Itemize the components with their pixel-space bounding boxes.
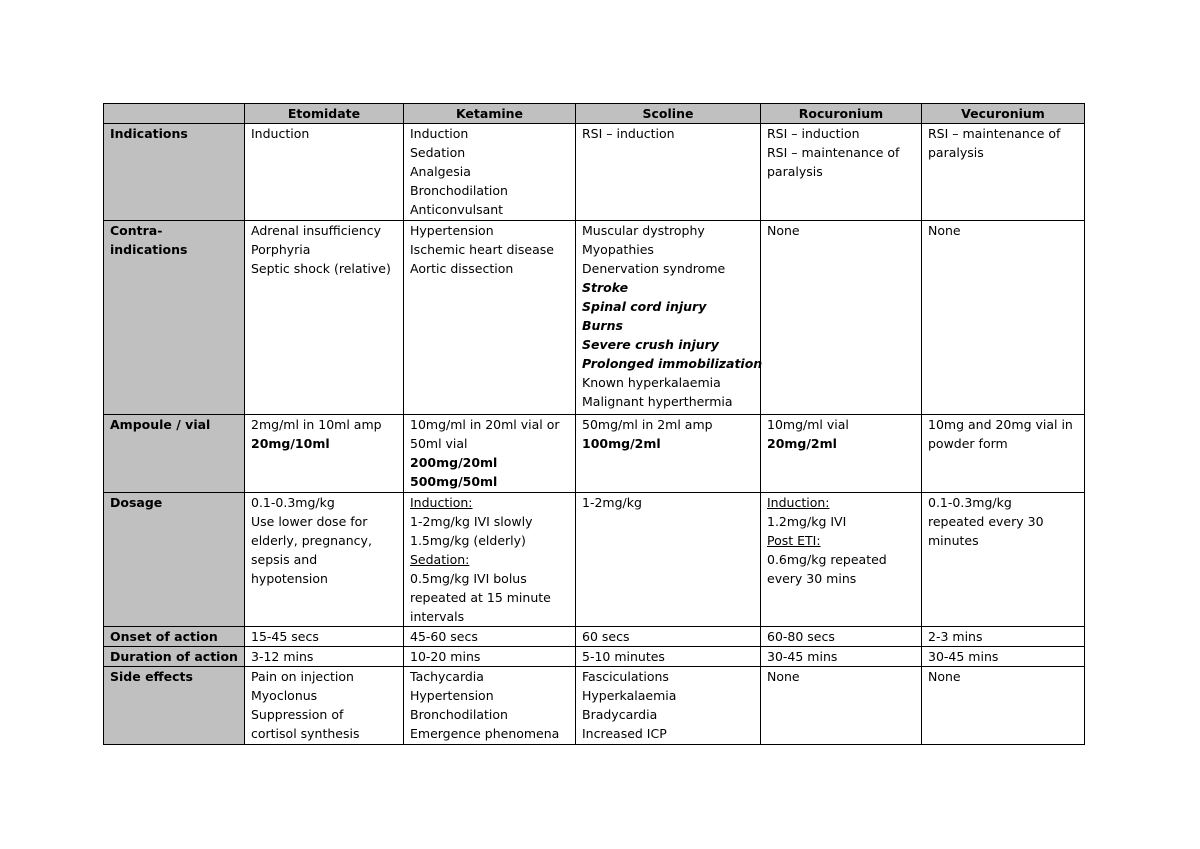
text-line: cortisol synthesis bbox=[251, 726, 360, 741]
text-line-underlined: Induction: bbox=[410, 495, 473, 510]
row-label-indications: Indications bbox=[104, 124, 245, 221]
cell-side-effects-ketamine bbox=[404, 667, 576, 745]
cell-onset-etomidate: 15-45 secs bbox=[245, 627, 404, 647]
text-line: None bbox=[767, 669, 800, 684]
text-line: Aortic dissection bbox=[410, 261, 514, 276]
text-line: Bradycardia bbox=[582, 707, 658, 722]
text-line: 1.5mg/kg (elderly) bbox=[410, 533, 526, 548]
text-line: Malignant hyperthermia bbox=[582, 394, 733, 409]
text-line-bold: 200mg/20ml bbox=[410, 455, 498, 470]
text-line: Bronchodilation bbox=[410, 183, 508, 198]
text-line-emphasis: Spinal cord injury bbox=[582, 299, 707, 314]
text-line-emphasis: Severe crush injury bbox=[582, 337, 719, 352]
text-line: Induction bbox=[410, 126, 469, 141]
cell-duration-ketamine: 10-20 mins bbox=[404, 647, 576, 667]
row-label-duration: Duration of action bbox=[104, 647, 245, 667]
text-line-bold: 20mg/2ml bbox=[767, 436, 837, 451]
row-label-ampoule: Ampoule / vial bbox=[104, 415, 245, 493]
text-line-bold: 20mg/10ml bbox=[251, 436, 330, 451]
text-line: RSI – maintenance of bbox=[767, 145, 900, 160]
cell-side-effects-vecuronium bbox=[922, 667, 1085, 745]
text-line: Hypertension bbox=[410, 688, 494, 703]
row-label-side-effects: Side effects bbox=[104, 667, 245, 745]
text-line-bold: 100mg/2ml bbox=[582, 436, 661, 451]
text-line-emphasis: Prolonged immobilization bbox=[582, 356, 763, 371]
row-contraindications bbox=[104, 221, 1085, 415]
cell-dosage-etomidate bbox=[245, 493, 404, 627]
row-label-onset: Onset of action bbox=[104, 627, 245, 647]
text-line: Muscular dystrophy bbox=[582, 223, 705, 238]
text-line: Induction bbox=[251, 126, 310, 141]
text-line: 0.5mg/kg IVI bolus bbox=[410, 571, 527, 586]
row-onset bbox=[104, 627, 1085, 647]
cell-contraindications-etomidate bbox=[245, 221, 404, 415]
text-line: elderly, pregnancy, bbox=[251, 533, 372, 548]
text-line: Use lower dose for bbox=[251, 514, 368, 529]
text-line: Increased ICP bbox=[582, 726, 667, 741]
text-line: paralysis bbox=[928, 145, 984, 160]
text-line-underlined: Sedation: bbox=[410, 552, 470, 567]
text-line: Tachycardia bbox=[410, 669, 484, 684]
cell-side-effects-rocuronium bbox=[761, 667, 922, 745]
text-line: RSI – induction bbox=[582, 126, 675, 141]
text-line: 2mg/ml in 10ml amp bbox=[251, 417, 382, 432]
text-line: Hyperkalaemia bbox=[582, 688, 677, 703]
text-line-emphasis: Stroke bbox=[582, 280, 629, 295]
text-line: Bronchodilation bbox=[410, 707, 508, 722]
text-line-bold: 500mg/50ml bbox=[410, 474, 498, 489]
col-header-ketamine: Ketamine bbox=[404, 104, 576, 124]
text-line: RSI – maintenance of bbox=[928, 126, 1061, 141]
cell-ampoule-vecuronium bbox=[922, 415, 1085, 493]
text-line: repeated at 15 minute bbox=[410, 590, 551, 605]
text-line-underlined: Induction: bbox=[767, 495, 830, 510]
text-line: Anticonvulsant bbox=[410, 202, 504, 217]
row-ampoule bbox=[104, 415, 1085, 493]
cell-duration-rocuronium: 30-45 mins bbox=[761, 647, 922, 667]
cell-onset-rocuronium: 60-80 secs bbox=[761, 627, 922, 647]
cell-indications-ketamine bbox=[404, 124, 576, 221]
text-line: Fasciculations bbox=[582, 669, 669, 684]
header-row bbox=[104, 104, 1085, 124]
text-line: Emergence phenomena bbox=[410, 726, 560, 741]
text-line: Denervation syndrome bbox=[582, 261, 726, 276]
cell-indications-etomidate bbox=[245, 124, 404, 221]
text-line: paralysis bbox=[767, 164, 823, 179]
cell-duration-scoline: 5-10 minutes bbox=[576, 647, 761, 667]
text-line: Myoclonus bbox=[251, 688, 318, 703]
cell-onset-ketamine: 45-60 secs bbox=[404, 627, 576, 647]
cell-side-effects-etomidate bbox=[245, 667, 404, 745]
text-line: Myopathies bbox=[582, 242, 654, 257]
text-line: Porphyria bbox=[251, 242, 311, 257]
text-line: minutes bbox=[928, 533, 979, 548]
text-line: sepsis and bbox=[251, 552, 318, 567]
text-line: 1-2mg/kg bbox=[582, 495, 642, 510]
text-line: 0.6mg/kg repeated bbox=[767, 552, 887, 567]
drug-comparison-table bbox=[103, 103, 1085, 745]
text-line: intervals bbox=[410, 609, 465, 624]
text-line: Known hyperkalaemia bbox=[582, 375, 721, 390]
cell-contraindications-rocuronium bbox=[761, 221, 922, 415]
corner-cell bbox=[104, 104, 245, 124]
cell-indications-scoline bbox=[576, 124, 761, 221]
cell-side-effects-scoline bbox=[576, 667, 761, 745]
cell-duration-etomidate: 3-12 mins bbox=[245, 647, 404, 667]
text-line: 0.1-0.3mg/kg bbox=[251, 495, 335, 510]
text-line: Suppression of bbox=[251, 707, 344, 722]
cell-contraindications-vecuronium bbox=[922, 221, 1085, 415]
text-line: repeated every 30 bbox=[928, 514, 1044, 529]
text-line: Adrenal insufficiency bbox=[251, 223, 381, 238]
cell-dosage-scoline bbox=[576, 493, 761, 627]
cell-indications-rocuronium bbox=[761, 124, 922, 221]
cell-duration-vecuronium: 30-45 mins bbox=[922, 647, 1085, 667]
text-line: RSI – induction bbox=[767, 126, 860, 141]
text-line: 1.2mg/kg IVI bbox=[767, 514, 847, 529]
text-line: powder form bbox=[928, 436, 1008, 451]
cell-indications-vecuronium bbox=[922, 124, 1085, 221]
text-line-emphasis: Burns bbox=[582, 318, 623, 333]
cell-onset-scoline: 60 secs bbox=[576, 627, 761, 647]
cell-onset-vecuronium: 2-3 mins bbox=[922, 627, 1085, 647]
text-line: every 30 mins bbox=[767, 571, 857, 586]
text-line: Septic shock (relative) bbox=[251, 261, 391, 276]
row-label-contraindications: Contra-indications bbox=[104, 221, 245, 415]
cell-ampoule-etomidate bbox=[245, 415, 404, 493]
cell-dosage-rocuronium bbox=[761, 493, 922, 627]
row-side-effects bbox=[104, 667, 1085, 745]
text-line: 1-2mg/kg IVI slowly bbox=[410, 514, 533, 529]
col-header-scoline: Scoline bbox=[576, 104, 761, 124]
text-line: hypotension bbox=[251, 571, 328, 586]
text-line: Pain on injection bbox=[251, 669, 354, 684]
cell-dosage-vecuronium bbox=[922, 493, 1085, 627]
text-line-underlined: Post ETI: bbox=[767, 533, 821, 548]
row-dosage bbox=[104, 493, 1085, 627]
cell-ampoule-rocuronium bbox=[761, 415, 922, 493]
text-line: 10mg and 20mg vial in bbox=[928, 417, 1073, 432]
text-line: 50mg/ml in 2ml amp bbox=[582, 417, 713, 432]
text-line: 10mg/ml in 20ml vial or bbox=[410, 417, 560, 432]
cell-contraindications-ketamine bbox=[404, 221, 576, 415]
col-header-vecuronium: Vecuronium bbox=[922, 104, 1085, 124]
cell-ampoule-ketamine bbox=[404, 415, 576, 493]
col-header-rocuronium: Rocuronium bbox=[761, 104, 922, 124]
row-duration bbox=[104, 647, 1085, 667]
text-line: Analgesia bbox=[410, 164, 471, 179]
text-line: Ischemic heart disease bbox=[410, 242, 554, 257]
col-header-etomidate: Etomidate bbox=[245, 104, 404, 124]
text-line: 50ml vial bbox=[410, 436, 468, 451]
row-indications bbox=[104, 124, 1085, 221]
cell-ampoule-scoline bbox=[576, 415, 761, 493]
text-line: None bbox=[928, 223, 961, 238]
text-line: Sedation bbox=[410, 145, 466, 160]
cell-contraindications-scoline bbox=[576, 221, 761, 415]
text-line: None bbox=[767, 223, 800, 238]
text-line: None bbox=[928, 669, 961, 684]
text-line: Hypertension bbox=[410, 223, 494, 238]
text-line: 10mg/ml vial bbox=[767, 417, 849, 432]
cell-dosage-ketamine bbox=[404, 493, 576, 627]
row-label-dosage: Dosage bbox=[104, 493, 245, 627]
text-line: 0.1-0.3mg/kg bbox=[928, 495, 1012, 510]
